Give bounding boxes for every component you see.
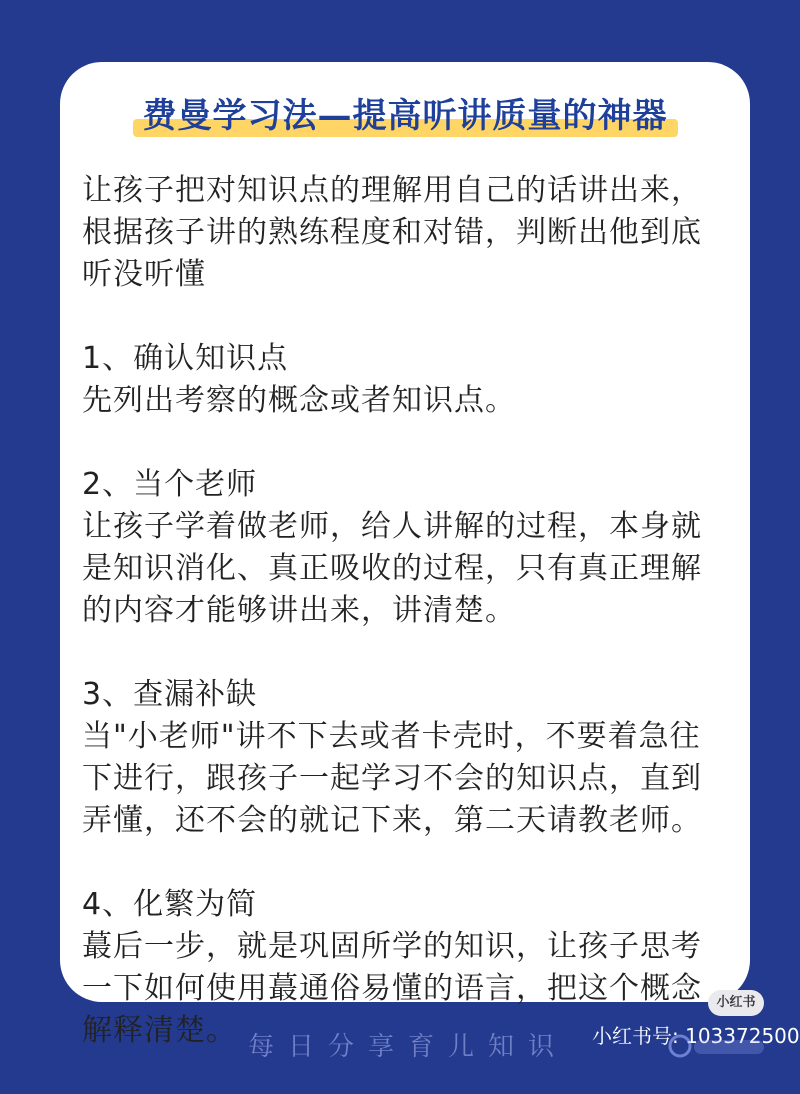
section-3-body: 当"小老师"讲不下去或者卡壳时，不要着急往 下进行，跟孩子一起学习不会的知识点，直到 弄懂，还不会的就记下来，第二天请教老师。 xyxy=(82,719,702,838)
section-4-heading: 4、化繁为简 xyxy=(82,887,258,922)
section-3-heading: 3、查漏补缺 xyxy=(82,677,258,712)
section-1-heading: 1、确认知识点 xyxy=(82,341,289,376)
article-content xyxy=(82,170,728,1094)
title-wrap xyxy=(60,84,750,141)
watermark-id: 小红书号: 103372500 xyxy=(592,1024,800,1048)
footer-slogan: 每日分享育儿知识 xyxy=(248,1032,569,1062)
xiaohongshu-logo: 小红书 xyxy=(708,990,764,1016)
section-4-body: 蕞后一步，就是巩固所学的知识，让孩子思考 一下如何使用蕞通俗易懂的语言，把这个概念 解释清楚。 xyxy=(82,929,702,1048)
section-1-body: 先列出考察的概念或者知识点。 xyxy=(82,383,516,418)
intro-paragraph: 让孩子把对知识点的理解用自己的话讲出来， 根据孩子讲的熟练程度和对错，判断出他到底 听没听懂 xyxy=(82,173,702,292)
page-title-text: 费曼学习法—提高听讲质量的神器 xyxy=(142,96,668,136)
site-watermark-icon xyxy=(660,1030,780,1064)
page-title xyxy=(133,84,678,141)
section-2-body: 让孩子学着做老师，给人讲解的过程，本身就 是知识消化、真正吸收的过程，只有真正理解 的内容才能够讲出来，讲清楚。 xyxy=(82,509,702,628)
section-2-heading: 2、当个老师 xyxy=(82,467,258,502)
